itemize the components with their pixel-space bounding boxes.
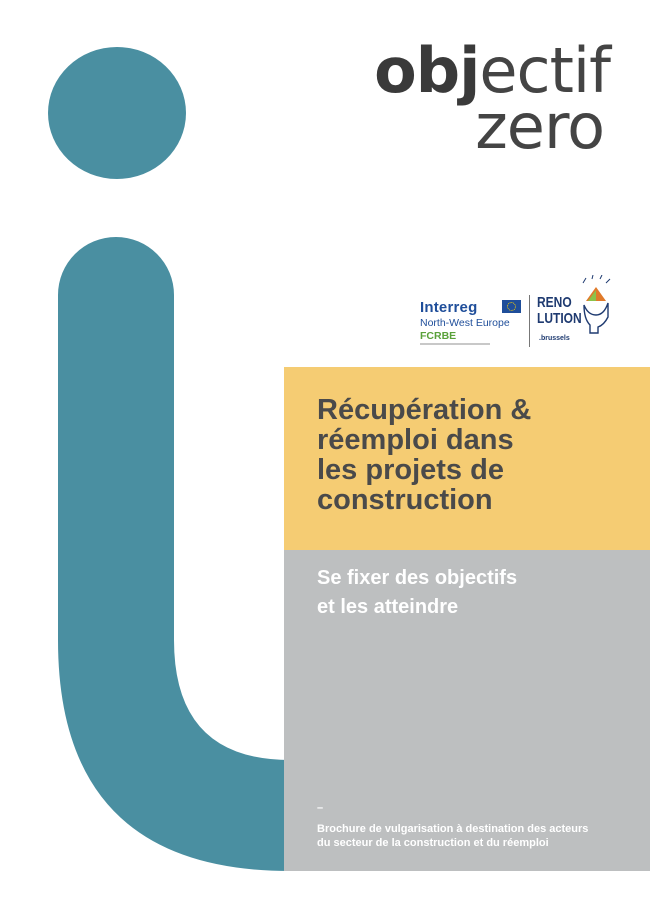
logo-light-part: ectif — [479, 34, 610, 107]
subtitle-panel — [284, 550, 650, 871]
interreg-project: FCRBE — [420, 330, 457, 342]
eu-flag-icon — [502, 300, 521, 313]
description-dash: – — [317, 802, 324, 814]
partner-divider — [529, 295, 530, 347]
logo-bold-part: obj — [374, 34, 480, 107]
partner-logos — [420, 275, 620, 350]
renolution-suffix: .brussels — [539, 335, 570, 342]
renolution-logo-text — [537, 295, 582, 327]
interreg-region: North-West Europe — [420, 317, 510, 329]
title-panel — [284, 367, 650, 550]
logo-line-2: zero — [475, 90, 604, 163]
document-title: Récupération & réemploi dans les projets de construction — [317, 394, 532, 516]
document-description: Brochure de vulgarisation à destination des acteurs du secteur de la construction et du réemploi — [317, 823, 589, 849]
interreg-logo-text: Interreg — [420, 299, 478, 316]
interreg-fine-print — [420, 343, 490, 345]
reno-line-2: LUTION — [537, 310, 582, 327]
objectif-zero-logo — [350, 34, 610, 163]
house-hand-icon — [578, 275, 614, 335]
document-subtitle: Se fixer des objectifs et les atteindre — [317, 567, 518, 618]
reno-line-1: RENO — [537, 294, 572, 311]
